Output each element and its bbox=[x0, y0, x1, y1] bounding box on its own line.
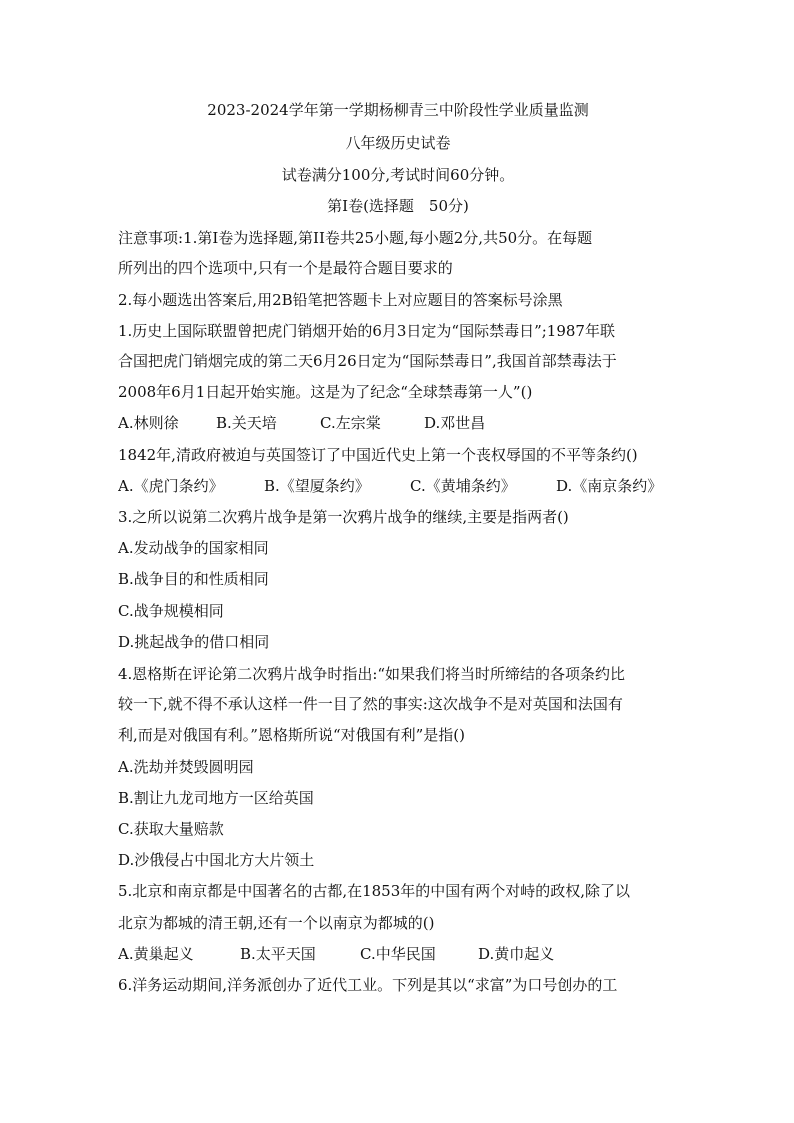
question-4-option-b: B.割让九龙司地方一区给英国 bbox=[118, 789, 314, 807]
option-d: D.《南京条约》 bbox=[556, 477, 663, 495]
question-5-text: 5.北京和南京都是中国著名的古都,在1853年的中国有两个对峙的政权,除了以 bbox=[118, 882, 631, 900]
option-c: C.中华民国 bbox=[360, 945, 436, 963]
option-b: B.关天培 bbox=[216, 414, 277, 432]
question-4-option-a: A.洗劫并焚毁圆明园 bbox=[118, 758, 254, 776]
question-1-text: 合国把虎门销烟完成的第二天6月26日定为“国际禁毒日”,我国首部禁毒法于 bbox=[118, 352, 617, 370]
question-1-text: 2008年6月1日起开始实施。这是为了纪念“全球禁毒第一人”() bbox=[118, 383, 533, 401]
question-1-options bbox=[118, 413, 678, 433]
question-3-text: 3.之所以说第二次鸦片战争是第一次鸦片战争的继续,主要是指两者() bbox=[118, 508, 569, 526]
question-4-text: 较一下,就不得不承认这样一件一目了然的事实:这次战争不是对英国和法国有 bbox=[118, 695, 623, 713]
exam-title: 2023-2024学年第一学期杨柳青三中阶段性学业质量监测 bbox=[207, 101, 589, 119]
section-heading: 第Ⅰ卷(选择题 50分) bbox=[327, 197, 469, 215]
question-3-option-b: B.战争目的和性质相同 bbox=[118, 570, 269, 588]
option-a: A.《虎门条约》 bbox=[118, 477, 224, 495]
question-3-option-a: A.发动战争的国家相同 bbox=[118, 539, 269, 557]
notes-line: 2.每小题选出答案后,用2B铅笔把答题卡上对应题目的答案标号涂黑 bbox=[118, 291, 563, 309]
exam-info: 试卷满分100分,考试时间60分钟。 bbox=[281, 166, 515, 184]
question-3-option-c: C.战争规模相同 bbox=[118, 602, 224, 620]
question-6-text: 6.洋务运动期间,洋务派创办了近代工业。下列是其以“求富”为口号创办的工 bbox=[118, 976, 618, 994]
question-2-text: 1842年,清政府被迫与英国签订了中国近代史上第一个丧权辱国的不平等条约() bbox=[118, 446, 638, 464]
option-d: D.黄巾起义 bbox=[478, 945, 555, 963]
option-a: A.黄巢起义 bbox=[118, 945, 194, 963]
option-c: C.《黄埔条约》 bbox=[410, 477, 516, 495]
notes-line: 注意事项:1.第Ⅰ卷为选择题,第II卷共25小题,每小题2分,共50分。在每题 bbox=[118, 229, 593, 247]
option-b: B.《望厦条约》 bbox=[264, 477, 370, 495]
question-2-options bbox=[118, 476, 678, 496]
question-5-options bbox=[118, 944, 678, 964]
option-d: D.邓世昌 bbox=[424, 414, 486, 432]
option-a: A.林则徐 bbox=[118, 414, 179, 432]
option-c: C.左宗棠 bbox=[320, 414, 381, 432]
question-3-option-d: D.挑起战争的借口相同 bbox=[118, 633, 270, 651]
option-b: B.太平天国 bbox=[240, 945, 316, 963]
question-4-text: 4.恩格斯在评论第二次鸦片战争时指出:“如果我们将当时所缔结的各项条约比 bbox=[118, 665, 626, 683]
question-1-text: 1.历史上国际联盟曾把虎门销烟开始的6月3日定为“国际禁毒日”;1987年联 bbox=[118, 322, 615, 340]
question-4-option-d: D.沙俄侵占中国北方大片领土 bbox=[118, 851, 315, 869]
question-4-text: 利,而是对俄国有利。”恩格斯所说“对俄国有利”是指() bbox=[118, 726, 465, 744]
question-5-text: 北京为都城的清王朝,还有一个以南京为都城的() bbox=[118, 914, 435, 932]
notes-line: 所列出的四个选项中,只有一个是最符合题目要求的 bbox=[118, 259, 453, 277]
exam-subtitle: 八年级历史试卷 bbox=[345, 134, 451, 152]
question-4-option-c: C.获取大量赔款 bbox=[118, 820, 224, 838]
